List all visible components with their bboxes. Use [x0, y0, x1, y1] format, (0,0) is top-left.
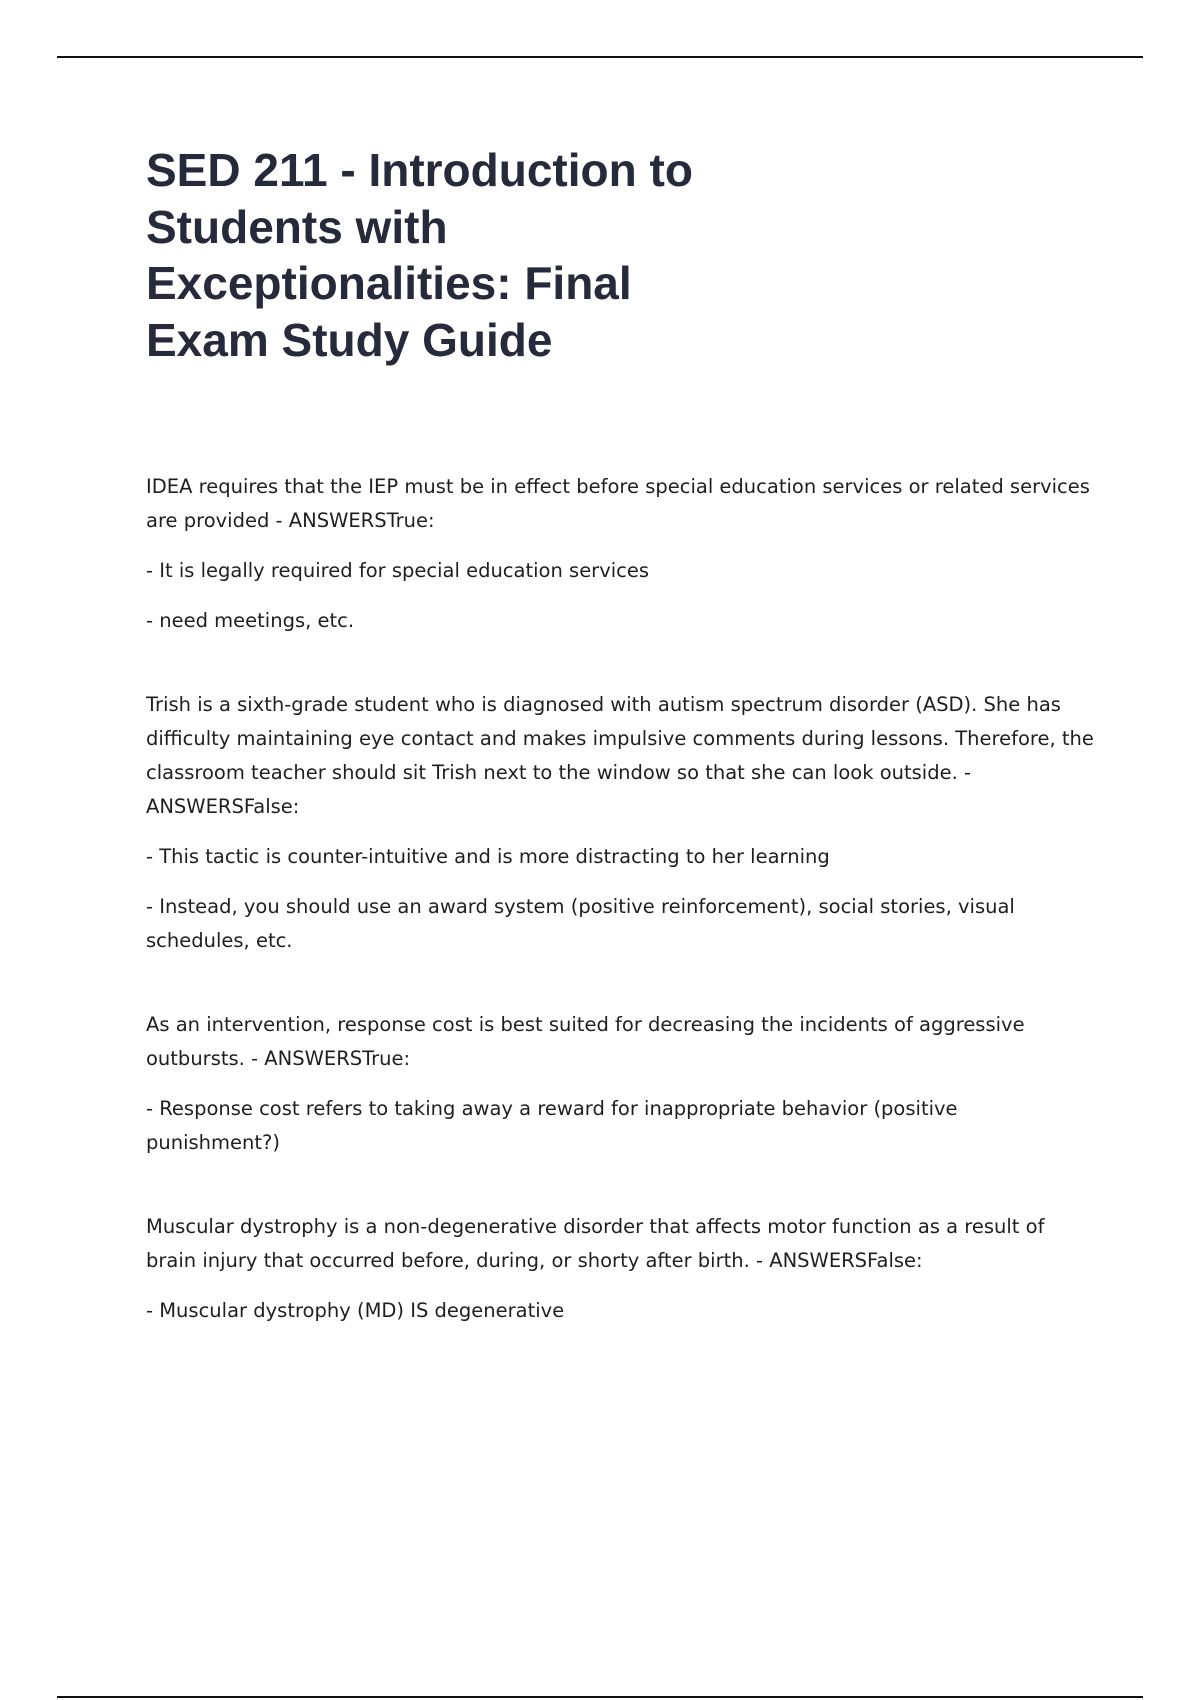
bottom-divider	[57, 1696, 1143, 1698]
question-text: Muscular dystrophy is a non-degenerative disorder that affects motor function as a result of brain injury that occurred before, during, or shorty after birth. - ANSWERSFalse:	[146, 1215, 1045, 1272]
answer-note: - Instead, you should use an award system (positive reinforcement), social stories, visual schedules, etc.	[146, 895, 1015, 952]
question-text: Trish is a sixth-grade student who is diagnosed with autism spectrum disorder (ASD). She has difficulty maintaining eye contact and makes impulsive comments during lessons. Therefore, the classroom teacher should sit Trish next to the window so that she can look outside. - ANSWERSFalse:	[146, 693, 1094, 818]
answer-note: - This tactic is counter-intuitive and is more distracting to her learning	[146, 845, 830, 868]
answer-note: - need meetings, etc.	[146, 609, 355, 632]
qa-item-asd	[146, 688, 1096, 958]
document-title: SED 211 - Introduction to Students with Exceptionalities: Final Exam Study Guide	[146, 144, 693, 366]
answer-note: - Response cost refers to taking away a reward for inappropriate behavior (positive punishment?)	[146, 1097, 958, 1154]
top-divider	[57, 56, 1143, 58]
qa-list	[146, 470, 1096, 1328]
question-text: As an intervention, response cost is best suited for decreasing the incidents of aggressive outbursts. - ANSWERSTrue:	[146, 1013, 1025, 1070]
qa-item-iep	[146, 470, 1096, 638]
qa-item-muscular-dystrophy	[146, 1210, 1096, 1328]
question-text: IDEA requires that the IEP must be in effect before special education services or related services are provided - ANSWERSTrue:	[146, 475, 1090, 532]
answer-note: - Muscular dystrophy (MD) IS degenerative	[146, 1299, 565, 1322]
document-body	[146, 142, 1096, 1378]
qa-item-response-cost	[146, 1008, 1096, 1160]
answer-note: - It is legally required for special education services	[146, 559, 650, 582]
